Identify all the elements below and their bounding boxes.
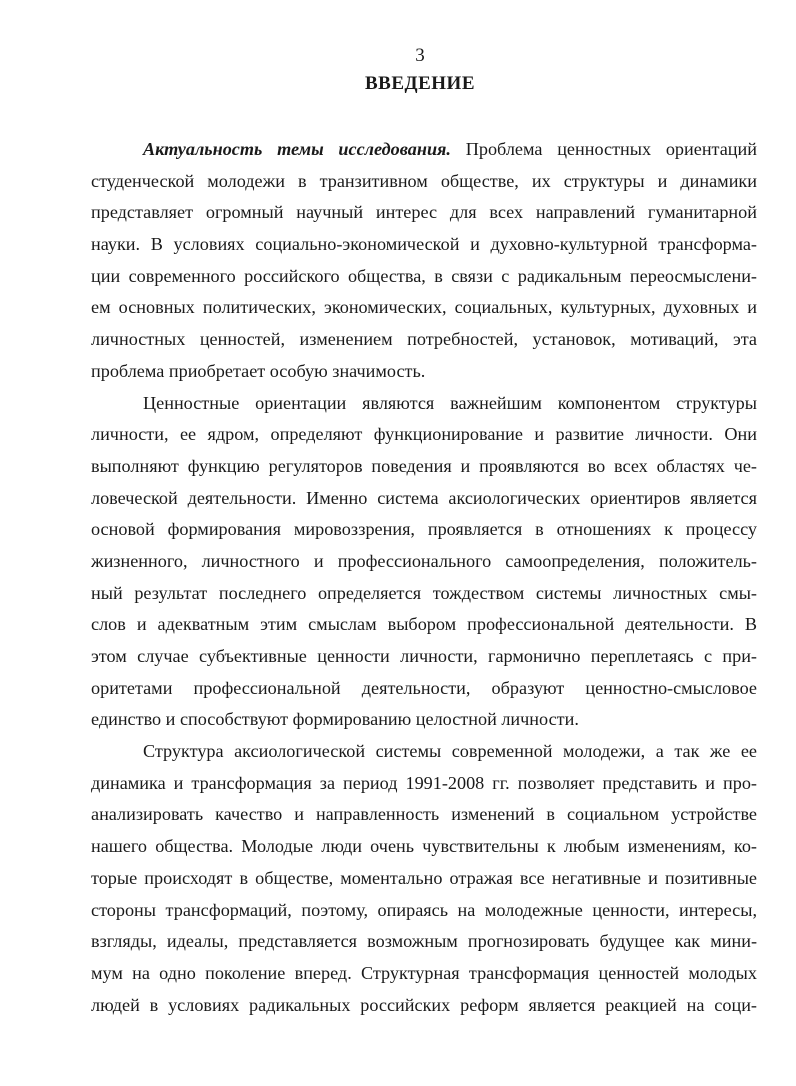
paragraph-line: основой формирования мировоззрения, проявляется в отношениях к процессу <box>91 519 757 540</box>
section-title: ВВЕДЕНИЕ <box>365 73 475 94</box>
paragraph-line: науки. В условиях социально-экономической и духовно-культурной трансформа- <box>91 234 757 255</box>
paragraph-line: студенческой молодежи в транзитивном обществе, их структуры и динамики <box>91 170 757 191</box>
paragraph-line: единство и способствуют формированию целостной личности. <box>91 709 579 730</box>
paragraph-line: жизненного, личностного и профессионального самоопределения, положитель- <box>91 550 757 571</box>
paragraph-line: этом случае субъективные ценности личности, гармонично переплетаясь с при- <box>91 646 757 666</box>
paragraph-line: анализировать качество и направленность изменений в социальном устройстве <box>91 804 757 825</box>
paragraph-line: людей в условиях радикальных российских реформ является реакцией на соци- <box>91 994 757 1015</box>
paragraph-value-orientations <box>91 388 757 737</box>
paragraph-line: личности, ее ядром, определяют функционирование и развитие личности. Они <box>91 424 757 445</box>
paragraph-relevance <box>91 134 757 388</box>
paragraph-line: проблема приобретает особую значимость. <box>91 360 426 381</box>
paragraph-line: стороны трансформаций, поэтому, опираясь на молодежные ценности, интересы, <box>91 899 757 920</box>
paragraph-line: представляет огромный научный интерес для всех направлений гуманитарной <box>91 202 757 223</box>
paragraph-line: нашего общества. Молодые люди очень чувствительны к любым изменениям, ко- <box>91 836 757 857</box>
paragraph-line: личностных ценностей, изменением потребностей, установок, мотиваций, эта <box>91 329 757 350</box>
paragraph-line: торые происходят в обществе, моментально отражая все негативные и позитивные <box>91 867 757 888</box>
paragraph-line: динамика и трансформация за период 1991-2008 гг. позволяет представить и про- <box>91 772 757 793</box>
body-text <box>91 134 757 1021</box>
paragraph-line: слов и адекватным этим смыслам выбором профессиональной деятельности. В <box>91 614 757 635</box>
paragraph-lead: Актуальность темы исследования. <box>143 139 451 159</box>
paragraph-line: Структура аксиологической системы современной молодежи, а так же ее <box>143 741 757 762</box>
paragraph-line: Ценностные ориентации являются важнейшим компонентом структуры <box>143 392 757 413</box>
paragraph-axiological-structure <box>91 736 757 1021</box>
paragraph-line: ный результат последнего определяется тождеством системы личностных смы- <box>91 582 757 603</box>
paragraph-line: ем основных политических, экономических, социальных, культурных, духовных и <box>91 297 757 318</box>
paragraph-line: выполняют функцию регуляторов поведения и проявляются во всех областях че- <box>91 455 757 476</box>
paragraph-line: Актуальность темы исследования. Проблема ценностных ориентаций <box>143 139 757 159</box>
paragraph-line: взгляды, идеалы, представляется возможным прогнозировать будущее как мини- <box>91 931 757 952</box>
paragraph-line: мум на одно поколение вперед. Структурная трансформация ценностей молодых <box>91 962 757 983</box>
paragraph-line: оритетами профессиональной деятельности, образуют ценностно-смысловое <box>91 677 757 698</box>
paragraph-line: ции современного российского общества, в связи с радикальным переосмыслени- <box>91 265 757 286</box>
page-number: 3 <box>415 45 425 66</box>
paragraph-line: ловеческой деятельности. Именно система аксиологических ориентиров является <box>91 487 757 508</box>
